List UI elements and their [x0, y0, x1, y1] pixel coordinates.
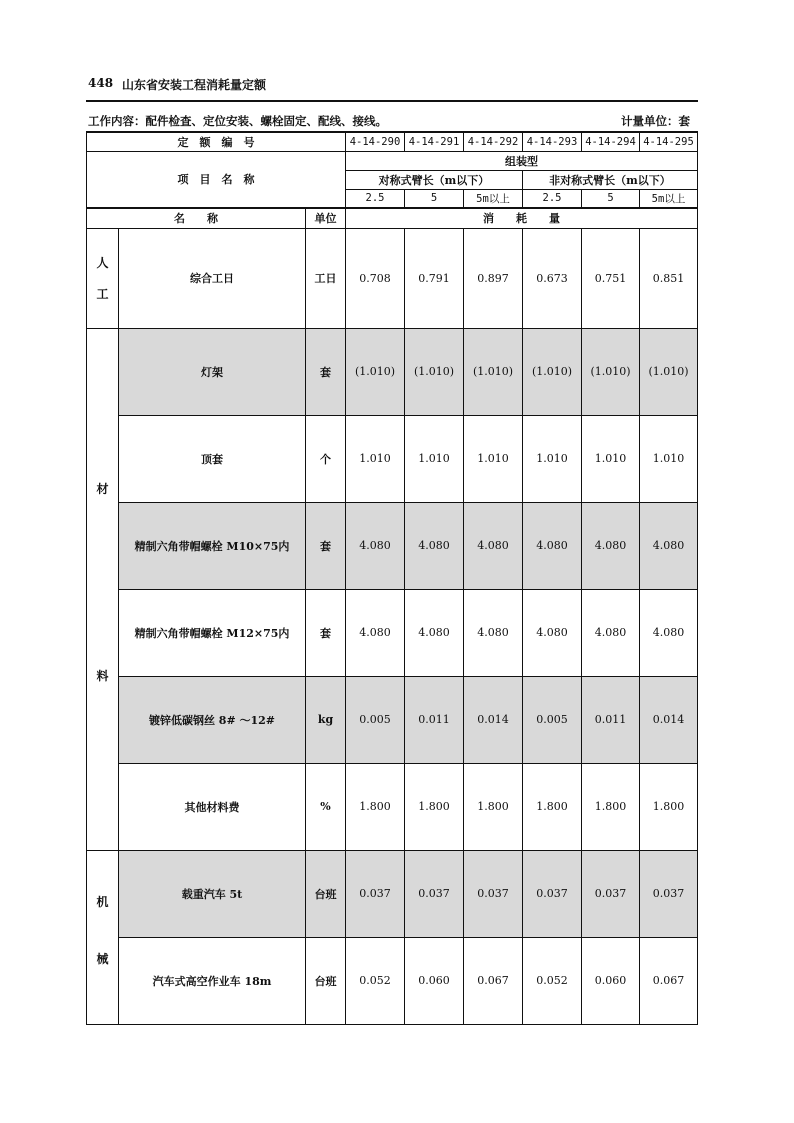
value-cell: 0.037	[346, 850, 405, 937]
arm-length-cell: 5m以上	[464, 189, 523, 208]
consumption-header: 消 耗 量	[346, 208, 698, 228]
value-cell: (1.010)	[640, 328, 698, 415]
value-cell: 1.800	[640, 763, 698, 850]
value-cell: 0.005	[346, 676, 405, 763]
arm-length-cell: 5	[582, 189, 640, 208]
subgroup-symmetric: 对称式臂长（m以下）	[346, 170, 523, 189]
value-cell: 4.080	[582, 502, 640, 589]
page-header	[88, 74, 698, 96]
code-cell: 4-14-293	[523, 132, 582, 151]
group-row	[87, 151, 698, 170]
arm-length-cell: 2.5	[523, 189, 582, 208]
value-cell: 0.851	[640, 228, 698, 328]
value-cell: 0.751	[582, 228, 640, 328]
value-cell: 4.080	[405, 589, 464, 676]
table-row	[87, 850, 698, 937]
work-content: 工作内容：配件检查、定位安装、螺栓固定、配线、接线。	[88, 114, 387, 128]
value-cell: 0.011	[582, 676, 640, 763]
value-cell: 0.037	[582, 850, 640, 937]
row-unit: 个	[306, 415, 346, 502]
row-name: 精制六角带帽螺栓 M10×75内	[119, 502, 306, 589]
value-cell: 0.897	[464, 228, 523, 328]
code-row	[87, 132, 698, 151]
row-unit: 套	[306, 328, 346, 415]
value-cell: 0.037	[405, 850, 464, 937]
row-unit: kg	[306, 676, 346, 763]
value-cell: (1.010)	[523, 328, 582, 415]
item-name-label: 项 目 名 称	[87, 151, 346, 208]
row-unit: 套	[306, 589, 346, 676]
code-cell: 4-14-295	[640, 132, 698, 151]
value-cell: 0.673	[523, 228, 582, 328]
category-labor: 人 工	[87, 228, 119, 328]
table-row	[87, 937, 698, 1024]
value-cell: 4.080	[640, 589, 698, 676]
category-material: 材 料	[87, 328, 119, 850]
code-cell: 4-14-294	[582, 132, 640, 151]
value-cell: 0.052	[523, 937, 582, 1024]
value-cell: 4.080	[582, 589, 640, 676]
work-content-line	[88, 113, 696, 129]
table-row	[87, 328, 698, 415]
category-machine: 机 械	[87, 850, 119, 1024]
table-row	[87, 502, 698, 589]
arm-length-cell: 2.5	[346, 189, 405, 208]
row-name: 灯架	[119, 328, 306, 415]
row-unit: %	[306, 763, 346, 850]
value-cell: 1.800	[464, 763, 523, 850]
value-cell: (1.010)	[582, 328, 640, 415]
value-cell: 1.800	[405, 763, 464, 850]
row-unit: 台班	[306, 937, 346, 1024]
value-cell: 1.010	[582, 415, 640, 502]
value-cell: 0.037	[640, 850, 698, 937]
table-row	[87, 763, 698, 850]
value-cell: (1.010)	[346, 328, 405, 415]
value-cell: 0.037	[523, 850, 582, 937]
value-cell: 0.067	[640, 937, 698, 1024]
row-unit: 台班	[306, 850, 346, 937]
value-cell: 0.005	[523, 676, 582, 763]
value-cell: 0.052	[346, 937, 405, 1024]
value-cell: 4.080	[464, 502, 523, 589]
value-cell: 1.010	[405, 415, 464, 502]
row-name: 汽车式高空作业车 18m	[119, 937, 306, 1024]
value-cell: 1.010	[640, 415, 698, 502]
arm-length-cell: 5	[405, 189, 464, 208]
measure-unit: 计量单位：套	[621, 114, 690, 128]
value-cell: 1.800	[523, 763, 582, 850]
group-label: 组装型	[346, 151, 698, 170]
value-cell: 0.060	[582, 937, 640, 1024]
row-name: 精制六角带帽螺栓 M12×75内	[119, 589, 306, 676]
row-name: 其他材料费	[119, 763, 306, 850]
table-row	[87, 676, 698, 763]
value-cell: 0.708	[346, 228, 405, 328]
header-rule	[86, 100, 698, 102]
value-cell: 1.010	[346, 415, 405, 502]
value-cell: 4.080	[523, 502, 582, 589]
row-name: 镀锌低碳钢丝 8# ～12#	[119, 676, 306, 763]
table-row	[87, 415, 698, 502]
table-row	[87, 228, 698, 328]
row-name: 顶套	[119, 415, 306, 502]
value-cell: 1.800	[346, 763, 405, 850]
value-cell: 0.067	[464, 937, 523, 1024]
value-cell: (1.010)	[464, 328, 523, 415]
page-number: 448	[88, 76, 114, 90]
code-label: 定 额 编 号	[87, 132, 346, 151]
code-cell: 4-14-290	[346, 132, 405, 151]
value-cell: 0.060	[405, 937, 464, 1024]
value-cell: 4.080	[346, 589, 405, 676]
value-cell: 1.800	[582, 763, 640, 850]
value-cell: 4.080	[464, 589, 523, 676]
row-unit: 套	[306, 502, 346, 589]
code-cell: 4-14-291	[405, 132, 464, 151]
arm-length-cell: 5m以上	[640, 189, 698, 208]
value-cell: 0.011	[405, 676, 464, 763]
column-header-row	[87, 208, 698, 228]
name-column-header: 名 称	[87, 208, 306, 228]
row-name: 综合工日	[119, 228, 306, 328]
subgroup-asymmetric: 非对称式臂长（m以下）	[523, 170, 698, 189]
value-cell: 0.014	[640, 676, 698, 763]
value-cell: 4.080	[346, 502, 405, 589]
quota-table	[86, 131, 698, 1025]
value-cell: (1.010)	[405, 328, 464, 415]
value-cell: 1.010	[464, 415, 523, 502]
row-name: 载重汽车 5t	[119, 850, 306, 937]
value-cell: 4.080	[640, 502, 698, 589]
code-cell: 4-14-292	[464, 132, 523, 151]
value-cell: 4.080	[405, 502, 464, 589]
value-cell: 0.791	[405, 228, 464, 328]
value-cell: 1.010	[523, 415, 582, 502]
value-cell: 0.014	[464, 676, 523, 763]
row-unit: 工日	[306, 228, 346, 328]
value-cell: 4.080	[523, 589, 582, 676]
value-cell: 0.037	[464, 850, 523, 937]
book-title: 山东省安装工程消耗量定额	[122, 78, 267, 92]
table-row	[87, 589, 698, 676]
unit-column-header: 单位	[306, 208, 346, 228]
